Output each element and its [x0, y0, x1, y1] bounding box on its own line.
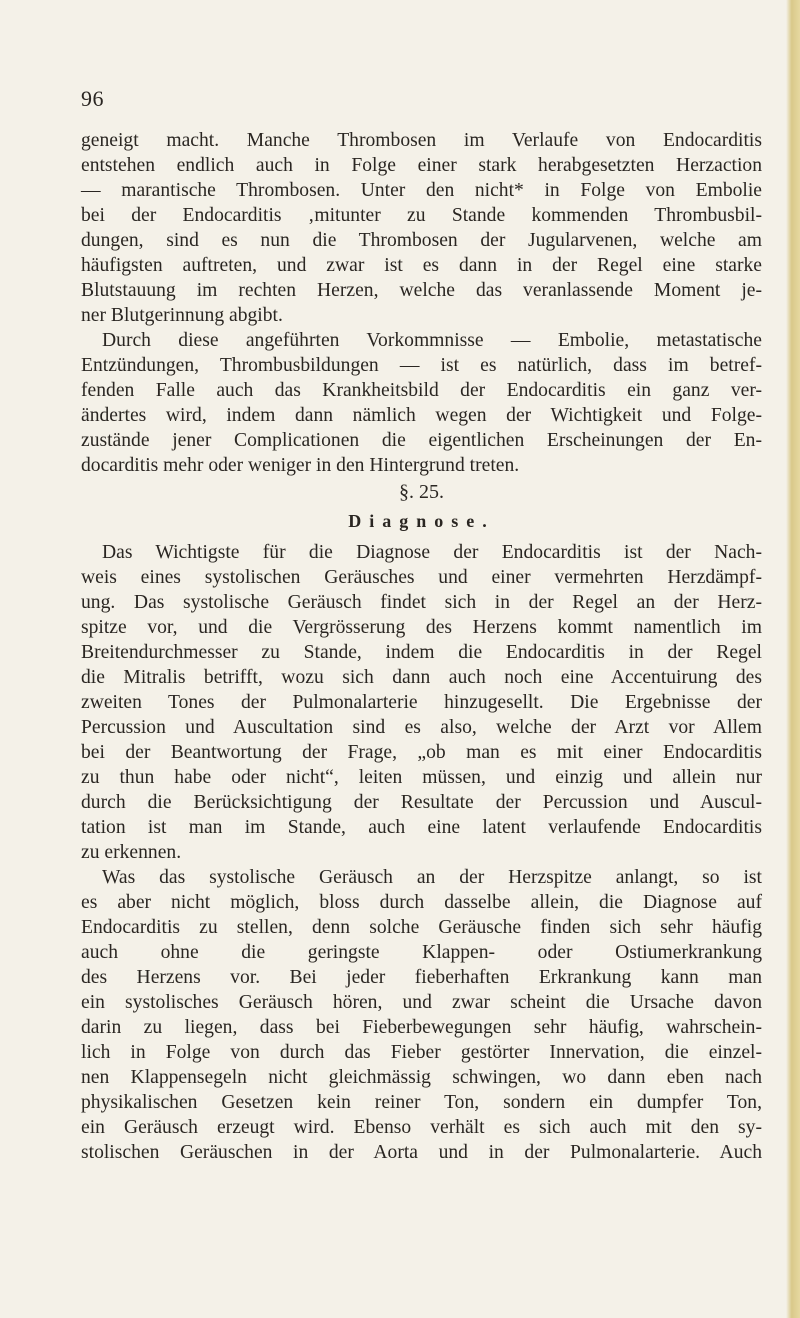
- text-line: häufigsten auftreten, und zwar ist es dann in der Regel eine starke: [81, 255, 762, 276]
- text-line: spitze vor, und die Vergrösserung des Herzens kommt namentlich im: [81, 617, 762, 638]
- text-line: entstehen endlich auch in Folge einer stark herabgesetzten Herzaction: [81, 155, 762, 176]
- text-line: darin zu liegen, dass bei Fieberbewegungen sehr häufig, wahrschein-: [81, 1017, 762, 1038]
- text-line: es aber nicht möglich, bloss durch dasselbe allein, die Diagnose auf: [81, 892, 762, 913]
- text-line: des Herzens vor. Bei jeder fieberhaften Erkrankung kann man: [81, 967, 762, 988]
- text-line: lich in Folge von durch das Fieber gestörter Innervation, die einzel-: [81, 1042, 762, 1063]
- text-line: Breitendurchmesser zu Stande, indem die Endocarditis in der Regel: [81, 642, 762, 663]
- text-line: — marantische Thrombosen. Unter den nicht* in Folge von Embolie: [81, 180, 762, 201]
- text-line: dungen, sind es nun die Thrombosen der Jugularvenen, welche am: [81, 230, 762, 251]
- text-line: weis eines systolischen Geräusches und einer vermehrten Herzdämpf-: [81, 567, 762, 588]
- text-line: nen Klappensegeln nicht gleichmässig schwingen, wo dann eben nach: [81, 1067, 762, 1088]
- text-line: geneigt macht. Manche Thrombosen im Verlaufe von Endocarditis: [81, 130, 762, 151]
- text-line: ändertes wird, indem dann nämlich wegen der Wichtigkeit und Folge-: [81, 405, 762, 426]
- page-edge-shadow: [786, 0, 800, 1318]
- section-heading: [81, 478, 762, 540]
- section-number: §. 25.: [399, 481, 444, 503]
- text-line: Blutstauung im rechten Herzen, welche das veranlassende Moment je-: [81, 280, 762, 301]
- text-line: stolischen Geräuschen in der Aorta und in der Pulmonalarterie. Auch: [81, 1142, 762, 1163]
- text-line: zu thun habe oder nicht“, leiten müssen, und einzig und allein nur: [81, 767, 762, 788]
- text-line: zustände jener Complicationen die eigentlichen Erscheinungen der En-: [81, 430, 762, 451]
- text-line: durch die Berücksichtigung der Resultate der Percussion und Auscul-: [81, 792, 762, 813]
- paragraph-4: [81, 865, 762, 1165]
- text-line: zweiten Tones der Pulmonalarterie hinzugesellt. Die Ergebnisse der: [81, 692, 762, 713]
- section-title: Diagnose.: [348, 511, 495, 531]
- text-line: ung. Das systolische Geräusch findet sich in der Regel an der Herz-: [81, 592, 762, 613]
- text-line: bei der Beantwortung der Frage, „ob man es mit einer Endocarditis: [81, 742, 762, 763]
- paragraph-1: [81, 128, 762, 328]
- text-line: Entzündungen, Thrombusbildungen — ist es natürlich, dass im betref-: [81, 355, 762, 376]
- text-line: fenden Falle auch das Krankheitsbild der Endocarditis ein ganz ver-: [81, 380, 762, 401]
- text-line: Endocarditis zu stellen, denn solche Geräusche finden sich sehr häufig: [81, 917, 762, 938]
- paragraph-3: [81, 540, 762, 865]
- text-line: Percussion und Auscultation sind es also, welche der Arzt vor Allem: [81, 717, 762, 738]
- text-line: auch ohne die geringste Klappen- oder Ostiumerkrankung: [81, 942, 762, 963]
- text-line: bei der Endocarditis ‚mitunter zu Stande kommenden Thrombusbil-: [81, 205, 762, 226]
- paragraph-2: [81, 328, 762, 478]
- text-line: Das Wichtigste für die Diagnose der Endocarditis ist der Nach-: [102, 542, 762, 563]
- text-line: docarditis mehr oder weniger in den Hintergrund treten.: [81, 455, 520, 476]
- text-line: ein systolisches Geräusch hören, und zwar scheint die Ursache davon: [81, 992, 762, 1013]
- text-line: physikalischen Gesetzen kein reiner Ton, sondern ein dumpfer Ton,: [81, 1092, 762, 1113]
- text-line: ein Geräusch erzeugt wird. Ebenso verhält es sich auch mit den sy-: [81, 1117, 762, 1138]
- page-text-block: [81, 128, 762, 1165]
- text-line: tation ist man im Stande, auch eine latent verlaufende Endocarditis: [81, 817, 762, 838]
- text-line: Durch diese angeführten Vorkommnisse — Embolie, metastatische: [102, 330, 762, 351]
- page-number: 96: [81, 86, 104, 111]
- text-line: die Mitralis betrifft, wozu sich dann auch noch eine Accentuirung des: [81, 667, 762, 688]
- text-line: Was das systolische Geräusch an der Herzspitze anlangt, so ist: [102, 867, 762, 888]
- text-line: ner Blutgerinnung abgibt.: [81, 305, 283, 326]
- text-line: zu erkennen.: [81, 842, 182, 863]
